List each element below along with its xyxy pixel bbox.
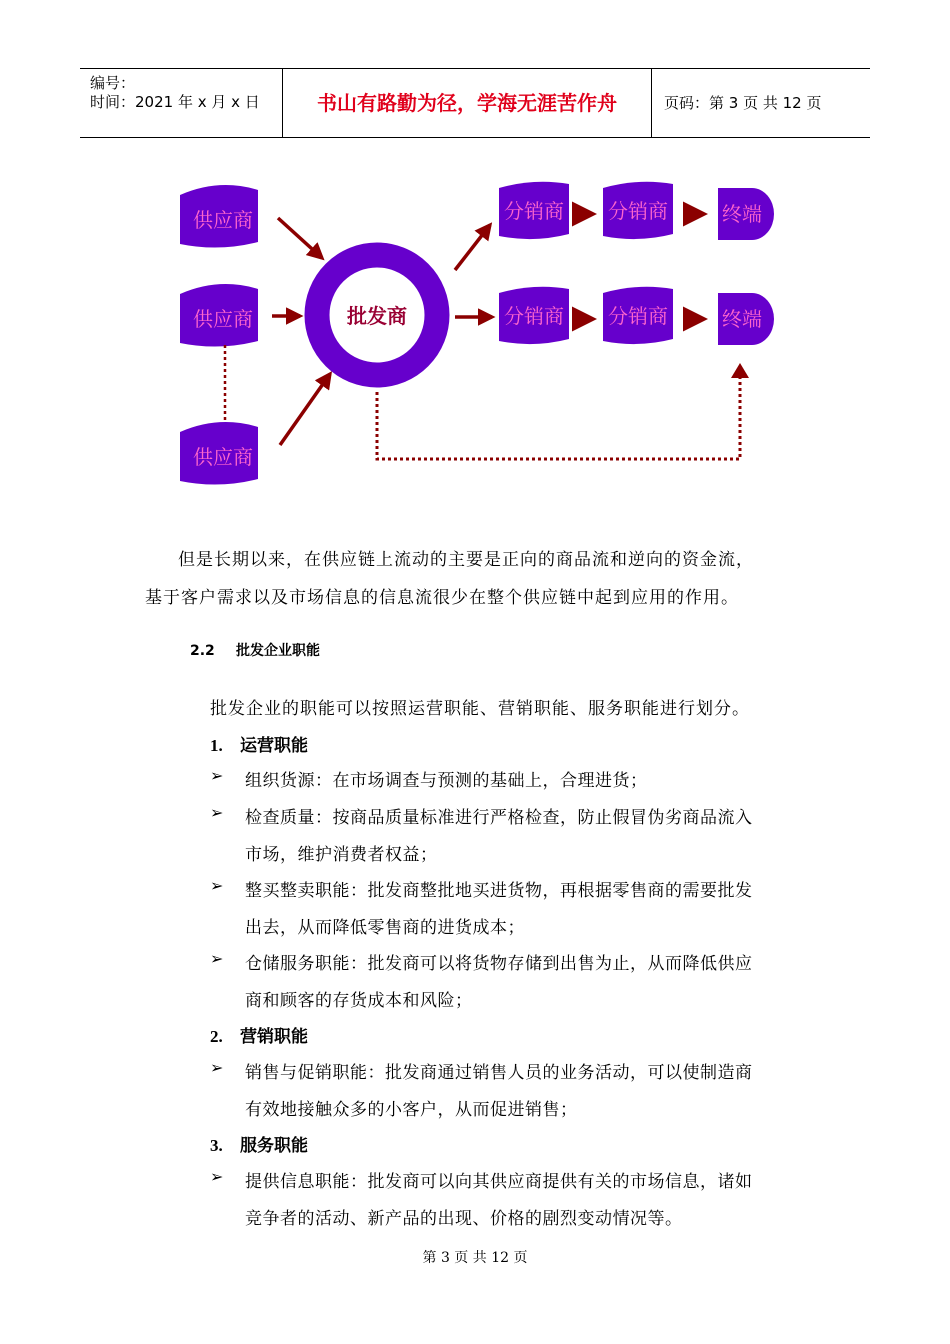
heading-operations: 1. 运营职能 — [210, 736, 308, 756]
bullet-text-cont: 有效地接触众多的小客户，从而促进销售； — [245, 1100, 578, 1120]
distributor-box-1 — [499, 182, 569, 239]
svg-text:分销商: 分销商 — [608, 304, 668, 328]
bullet-text-cont: 竞争者的活动、新产品的出现、价格的剧烈变动情况等。 — [245, 1209, 683, 1229]
bullet-text: 整买整卖职能：批发商整批地买进货物，再根据零售商的需要批发 — [245, 881, 753, 901]
direct-path-dotted — [377, 375, 740, 459]
bullet-text: 组织货源：在市场调查与预测的基础上，合理进货； — [245, 771, 648, 791]
header-page-info: 页码：第 3 页 共 12 页 — [664, 94, 822, 112]
heading-service: 3. 服务职能 — [210, 1136, 308, 1156]
page-footer: 第 3 页 共 12 页 — [422, 1250, 528, 1266]
intro-line-1: 但是长期以来，在供应链上流动的主要是正向的商品流和逆向的资金流， — [178, 550, 754, 570]
bullet-icon: ➢ — [210, 1058, 224, 1077]
direct-path-arrowhead — [731, 363, 749, 378]
bullet-text-cont: 出去，从而降低零售商的进货成本； — [245, 918, 525, 938]
bullet-text-cont: 市场，维护消费者权益； — [245, 845, 438, 865]
document-date: 时间：2021 年 x 月 x 日 — [90, 93, 260, 111]
supplier-box-3 — [180, 422, 258, 485]
distributor-box-4 — [603, 287, 673, 344]
arrow-supplier1-to-wholesaler — [278, 218, 322, 258]
distributor-box-2 — [603, 182, 673, 239]
heading-marketing: 2. 营销职能 — [210, 1027, 308, 1047]
header-motto: 书山有路勤为径，学海无涯苦作舟 — [283, 69, 652, 137]
intro-line-2: 基于客户需求以及市场信息的信息流很少在整个供应链中起到应用的作用。 — [145, 588, 739, 608]
wholesaler-ring — [317, 255, 437, 375]
supplier-box-1 — [180, 185, 258, 248]
supplier-label: 供应商 — [193, 445, 253, 469]
header-meta — [80, 69, 283, 137]
section-heading — [190, 640, 320, 660]
bullet-text: 检查质量：按商品质量标准进行严格检查，防止假冒伪劣商品流入 — [245, 808, 753, 828]
document-number: 编号： — [90, 74, 136, 92]
bullet-icon: ➢ — [210, 876, 224, 895]
page-header — [80, 68, 870, 138]
bullet-icon: ➢ — [210, 949, 224, 968]
terminal-box-1 — [718, 188, 774, 240]
bullet-text: 销售与促销职能：批发商通过销售人员的业务活动，可以使制造商 — [245, 1063, 753, 1083]
bullet-text: 提供信息职能：批发商可以向其供应商提供有关的市场信息，诸如 — [245, 1172, 753, 1192]
wholesaler-label: 批发商 — [347, 304, 407, 328]
section-title: 批发企业职能 — [236, 643, 320, 659]
section-number: 2.2 — [190, 643, 215, 659]
svg-text:终端: 终端 — [722, 307, 762, 331]
svg-text:终端: 终端 — [722, 202, 762, 226]
bullet-text: 仓储服务职能：批发商可以将货物存储到出售为止，从而降低供应 — [245, 954, 753, 974]
svg-text:分销商: 分销商 — [504, 199, 564, 223]
bullet-text-cont: 商和顾客的存货成本和风险； — [245, 991, 473, 1011]
bullet-icon: ➢ — [210, 1167, 224, 1186]
distributor-box-3 — [499, 287, 569, 344]
arrow-supplier3-to-wholesaler — [280, 374, 330, 445]
terminal-box-2 — [718, 293, 774, 345]
supplier-label: 供应商 — [193, 307, 253, 331]
supplier-box-2 — [180, 284, 258, 347]
supplier-label: 供应商 — [193, 208, 253, 232]
supply-chain-diagram — [0, 160, 950, 520]
svg-text:分销商: 分销商 — [608, 199, 668, 223]
arrow-wholesaler-to-distributor-top — [455, 225, 490, 270]
section-intro: 批发企业的职能可以按照运营职能、营销职能、服务职能进行划分。 — [210, 699, 750, 719]
bullet-icon: ➢ — [210, 766, 224, 785]
svg-text:分销商: 分销商 — [504, 304, 564, 328]
bullet-icon: ➢ — [210, 803, 224, 822]
